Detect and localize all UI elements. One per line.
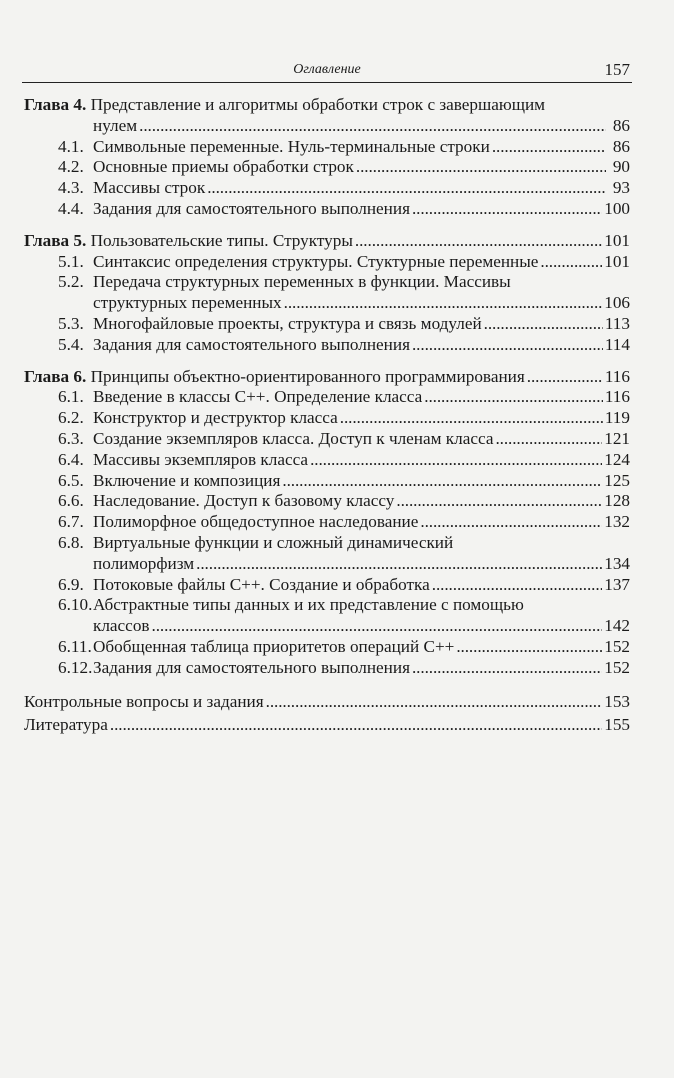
toc-page: 116 bbox=[604, 387, 630, 407]
section-number: 5.2. bbox=[58, 272, 84, 292]
toc-page: 152 bbox=[604, 636, 630, 656]
toc-entry-4-1[interactable] bbox=[24, 137, 630, 158]
leader-dots bbox=[310, 450, 602, 471]
toc-entry-literature[interactable] bbox=[24, 715, 630, 736]
chapter-label: Глава 4. bbox=[24, 95, 87, 114]
toc-page: 125 bbox=[604, 470, 630, 490]
section-title-cont: полиморфизм bbox=[93, 553, 195, 573]
chapter-title: Представление и алгоритмы обработки строк с завершающим bbox=[86, 95, 546, 114]
leader-dots bbox=[495, 429, 602, 450]
section-title: Виртуальные функции и сложный динамический bbox=[93, 532, 454, 552]
toc-entry-6-3[interactable] bbox=[24, 429, 630, 450]
leader-dots bbox=[432, 575, 602, 596]
section-title: Наследование. Доступ к базовому классу bbox=[93, 491, 395, 511]
section-title: Задания для самостоятельного выполнения bbox=[93, 198, 410, 218]
chapter-label: Глава 6. bbox=[24, 366, 87, 386]
section-title: Полиморфное общедоступное наследование bbox=[93, 512, 419, 532]
toc-page: 132 bbox=[604, 512, 630, 532]
section-title: Передача структурных переменных в функции. Массивы bbox=[93, 272, 511, 292]
section-number: 4.4. bbox=[58, 198, 84, 218]
leader-dots bbox=[110, 715, 602, 736]
toc-entry-6-11[interactable] bbox=[24, 637, 630, 658]
toc-page: 152 bbox=[604, 657, 630, 677]
toc-entry-5-1[interactable] bbox=[24, 252, 630, 273]
section-title: Создание экземпляров класса. Доступ к членам класса bbox=[93, 428, 494, 448]
leader-dots bbox=[540, 252, 602, 273]
leader-dots bbox=[152, 616, 603, 637]
running-header bbox=[22, 58, 632, 83]
leader-dots bbox=[282, 471, 602, 492]
section-number: 6.2. bbox=[58, 408, 84, 428]
section-title-cont: структурных переменных bbox=[93, 293, 282, 313]
section-number: 4.1. bbox=[58, 136, 84, 156]
section-number: 6.5. bbox=[58, 470, 84, 490]
leader-dots bbox=[207, 178, 606, 199]
chapter-title: Принципы объектно-ориентированного программирования bbox=[86, 366, 525, 386]
section-number: 6.3. bbox=[58, 428, 84, 448]
toc-page: 155 bbox=[604, 715, 630, 735]
section-title: Обобщенная таблица приоритетов операций C++ bbox=[93, 636, 455, 656]
section-number: 4.3. bbox=[58, 178, 84, 198]
toc-entry-6-4[interactable] bbox=[24, 450, 630, 471]
section-number: 5.1. bbox=[58, 251, 84, 271]
toc-page: 119 bbox=[604, 408, 630, 428]
section-title: Синтаксис определения структуры. Стуктурные переменные bbox=[93, 251, 539, 271]
leader-dots bbox=[196, 554, 602, 575]
section-number: 6.11. bbox=[58, 636, 92, 656]
toc-entry-4-4[interactable] bbox=[24, 199, 630, 220]
chapter-title-cont: нулем bbox=[93, 115, 138, 135]
section-number: 4.2. bbox=[58, 157, 84, 177]
section-title: Массивы строк bbox=[93, 178, 206, 198]
toc-chapter-4-heading[interactable] bbox=[24, 95, 630, 116]
toc-entry-5-3[interactable] bbox=[24, 314, 630, 335]
section-title: Задания для самостоятельного выполнения bbox=[93, 334, 410, 354]
toc-page: 137 bbox=[604, 574, 630, 594]
toc-page: 142 bbox=[604, 616, 630, 636]
section-title: Конструктор и деструктор класса bbox=[93, 408, 338, 428]
section-title: Задания для самостоятельного выполнения bbox=[93, 657, 410, 677]
toc-entry-5-2[interactable] bbox=[24, 272, 630, 293]
toc-entry-4-3[interactable] bbox=[24, 178, 630, 199]
toc-page: 113 bbox=[604, 313, 630, 333]
toc-entry-6-5[interactable] bbox=[24, 471, 630, 492]
section-number: 6.10. bbox=[58, 595, 93, 615]
leader-dots bbox=[340, 408, 603, 429]
toc-page: 116 bbox=[604, 366, 630, 386]
leader-dots bbox=[139, 116, 606, 137]
section-number: 6.1. bbox=[58, 387, 84, 407]
toc-chapter-6-heading[interactable] bbox=[24, 367, 630, 388]
page-number: 157 bbox=[604, 60, 630, 79]
section-number: 5.4. bbox=[58, 334, 84, 354]
toc-entry-6-10[interactable] bbox=[24, 595, 630, 616]
section-title: Контрольные вопросы и задания bbox=[24, 691, 264, 711]
toc-page: 124 bbox=[604, 449, 630, 469]
section-number: 6.7. bbox=[58, 512, 84, 532]
leader-dots bbox=[527, 367, 603, 388]
toc-page: 114 bbox=[604, 334, 630, 354]
section-number: 6.9. bbox=[58, 574, 84, 594]
toc-page: 134 bbox=[604, 553, 630, 573]
toc-page: 101 bbox=[604, 230, 630, 250]
table-of-contents bbox=[24, 95, 630, 736]
leader-dots bbox=[420, 512, 602, 533]
section-title: Литература bbox=[24, 715, 108, 735]
leader-dots bbox=[266, 692, 603, 713]
section-title: Основные приемы обработки строк bbox=[93, 157, 354, 177]
section-title: Потоковые файлы C++. Создание и обработка bbox=[93, 574, 430, 594]
toc-entry-questions[interactable] bbox=[24, 692, 630, 713]
leader-dots bbox=[492, 137, 606, 158]
section-title: Абстрактные типы данных и их представление с помощью bbox=[93, 595, 524, 615]
toc-page: 128 bbox=[604, 491, 630, 511]
toc-entry-6-1[interactable] bbox=[24, 387, 630, 408]
section-number: 6.8. bbox=[58, 532, 84, 552]
toc-entry-5-4[interactable] bbox=[24, 335, 630, 356]
section-title: Включение и композиция bbox=[93, 470, 281, 490]
leader-dots bbox=[412, 335, 603, 356]
section-title: Символьные переменные. Нуль-терминальные строки bbox=[93, 136, 490, 156]
leader-dots bbox=[412, 658, 602, 679]
leader-dots bbox=[484, 314, 603, 335]
leader-dots bbox=[456, 637, 602, 658]
leader-dots bbox=[356, 157, 606, 178]
section-title: Массивы экземпляров класса bbox=[93, 449, 309, 469]
toc-entry-6-2[interactable] bbox=[24, 408, 630, 429]
toc-page: 93 bbox=[612, 178, 630, 198]
toc-page: 121 bbox=[604, 428, 630, 448]
toc-entry-6-6[interactable] bbox=[24, 491, 630, 512]
toc-page: 153 bbox=[604, 691, 630, 711]
toc-entry-4-2[interactable] bbox=[24, 157, 630, 178]
leader-dots bbox=[355, 231, 602, 252]
chapter-title: Пользовательские типы. Структуры bbox=[86, 230, 353, 250]
section-title: Многофайловые проекты, структура и связь модулей bbox=[93, 313, 482, 333]
running-header-title: Оглавление bbox=[293, 62, 361, 77]
toc-page: 106 bbox=[604, 293, 630, 313]
leader-dots bbox=[284, 293, 603, 314]
toc-entry-6-10-cont[interactable] bbox=[24, 616, 630, 637]
toc-entry-6-9[interactable] bbox=[24, 575, 630, 596]
section-title-cont: классов bbox=[93, 616, 150, 636]
toc-entry-6-8[interactable] bbox=[24, 533, 630, 554]
toc-entry-6-8-cont[interactable] bbox=[24, 554, 630, 575]
toc-page: 101 bbox=[604, 251, 630, 271]
toc-chapter-5-heading[interactable] bbox=[24, 231, 630, 252]
leader-dots bbox=[412, 199, 602, 220]
chapter-label: Глава 5. bbox=[24, 230, 87, 250]
section-title: Введение в классы C++. Определение класса bbox=[93, 387, 423, 407]
section-number: 6.12. bbox=[58, 657, 93, 677]
leader-dots bbox=[424, 387, 603, 408]
section-number: 5.3. bbox=[58, 313, 84, 333]
toc-page: 100 bbox=[604, 198, 630, 218]
leader-dots bbox=[396, 491, 602, 512]
toc-page: 90 bbox=[612, 157, 630, 177]
toc-chapter-4-heading-cont[interactable] bbox=[24, 116, 630, 137]
toc-entry-6-12[interactable] bbox=[24, 658, 630, 679]
toc-entry-6-7[interactable] bbox=[24, 512, 630, 533]
toc-entry-5-2-cont[interactable] bbox=[24, 293, 630, 314]
section-number: 6.4. bbox=[58, 449, 84, 469]
section-number: 6.6. bbox=[58, 491, 84, 511]
toc-page: 86 bbox=[612, 115, 630, 135]
toc-page: 86 bbox=[612, 136, 630, 156]
